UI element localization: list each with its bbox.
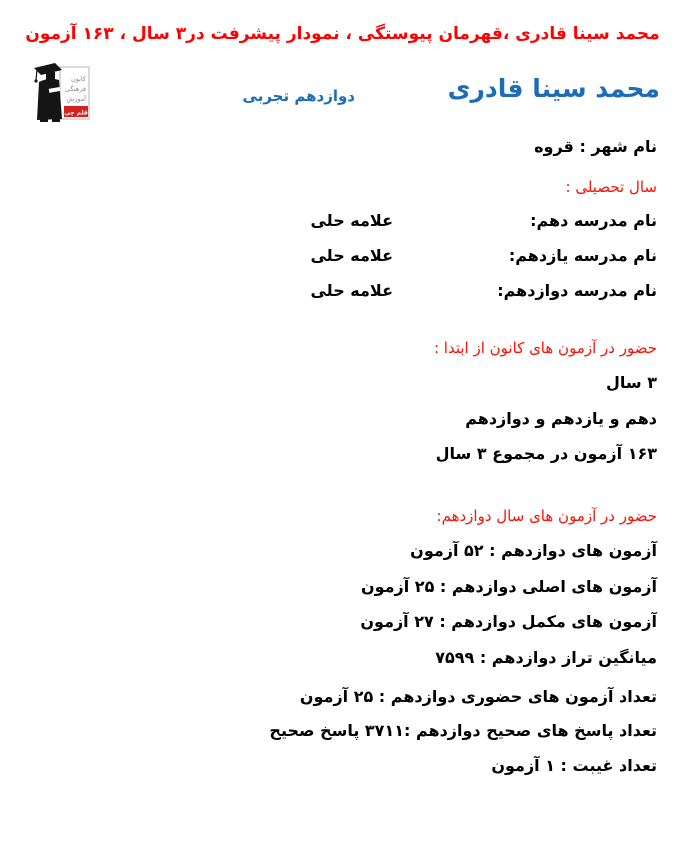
kanoon-logo xyxy=(25,61,91,125)
graduate-icon xyxy=(34,63,62,122)
school-grade12-label: نام مدرسه دوازدهم: xyxy=(497,281,657,300)
student-name: محمد سینا قادری xyxy=(447,74,660,103)
attendance-overall-grades: دهم و یازدهم و دوازدهم xyxy=(465,409,657,428)
logo-word-3: آموزش xyxy=(66,95,86,103)
school-grade12-value: علامه حلی xyxy=(310,281,393,300)
grade12-in-person-exams: تعداد آزمون های حضوری دوازدهم : ۲۵ آزمون xyxy=(299,687,657,706)
school-grade10-label: نام مدرسه دهم: xyxy=(530,211,657,230)
school-grade11-label: نام مدرسه یازدهم: xyxy=(508,246,657,265)
logo-word-2: فرهنگی xyxy=(64,85,86,93)
student-grade-field: دوازدهم تجربی xyxy=(242,87,355,105)
logo-word-1: کانون xyxy=(70,75,86,83)
attendance-overall-total-exams: ۱۶۳ آزمون در مجموع ۳ سال xyxy=(435,444,657,463)
grade12-exams-supplementary: آزمون های مکمل دوازدهم : ۲۷ آزمون xyxy=(360,612,657,631)
school-grade10-value: علامه حلی xyxy=(310,211,393,230)
grade12-absences: تعداد غیبت : ۱ آزمون xyxy=(491,756,657,775)
attendance-grade12-heading: حضور در آزمون های سال دوازدهم: xyxy=(436,507,657,525)
grade12-exams-main: آزمون های اصلی دوازدهم : ۲۵ آزمون xyxy=(360,577,657,596)
logo-brand-text: قلم چی xyxy=(64,109,88,117)
page-title: محمد سینا قادری ،قهرمان پیوستگی ، نمودار پیشرفت در۳ سال ، ۱۶۳ آزمون xyxy=(25,24,660,44)
academic-year-heading: سال تحصیلی : xyxy=(565,178,657,196)
attendance-overall-years: ۳ سال xyxy=(606,373,657,392)
school-grade11-value: علامه حلی xyxy=(310,246,393,265)
kanoon-logo-graphic xyxy=(25,61,91,125)
grade12-exams-total: آزمون های دوازدهم : ۵۲ آزمون xyxy=(410,541,657,560)
grade12-average-score: میانگین تراز دوازدهم : ۷۵۹۹ xyxy=(435,648,657,667)
city-line: نام شهر : قروه xyxy=(534,137,657,156)
grade12-correct-answers: تعداد پاسخ های صحیح دوازدهم :۳۷۱۱ پاسخ صحیح xyxy=(269,721,657,740)
attendance-overall-heading: حضور در آزمون های کانون از ابتدا : xyxy=(433,339,657,357)
